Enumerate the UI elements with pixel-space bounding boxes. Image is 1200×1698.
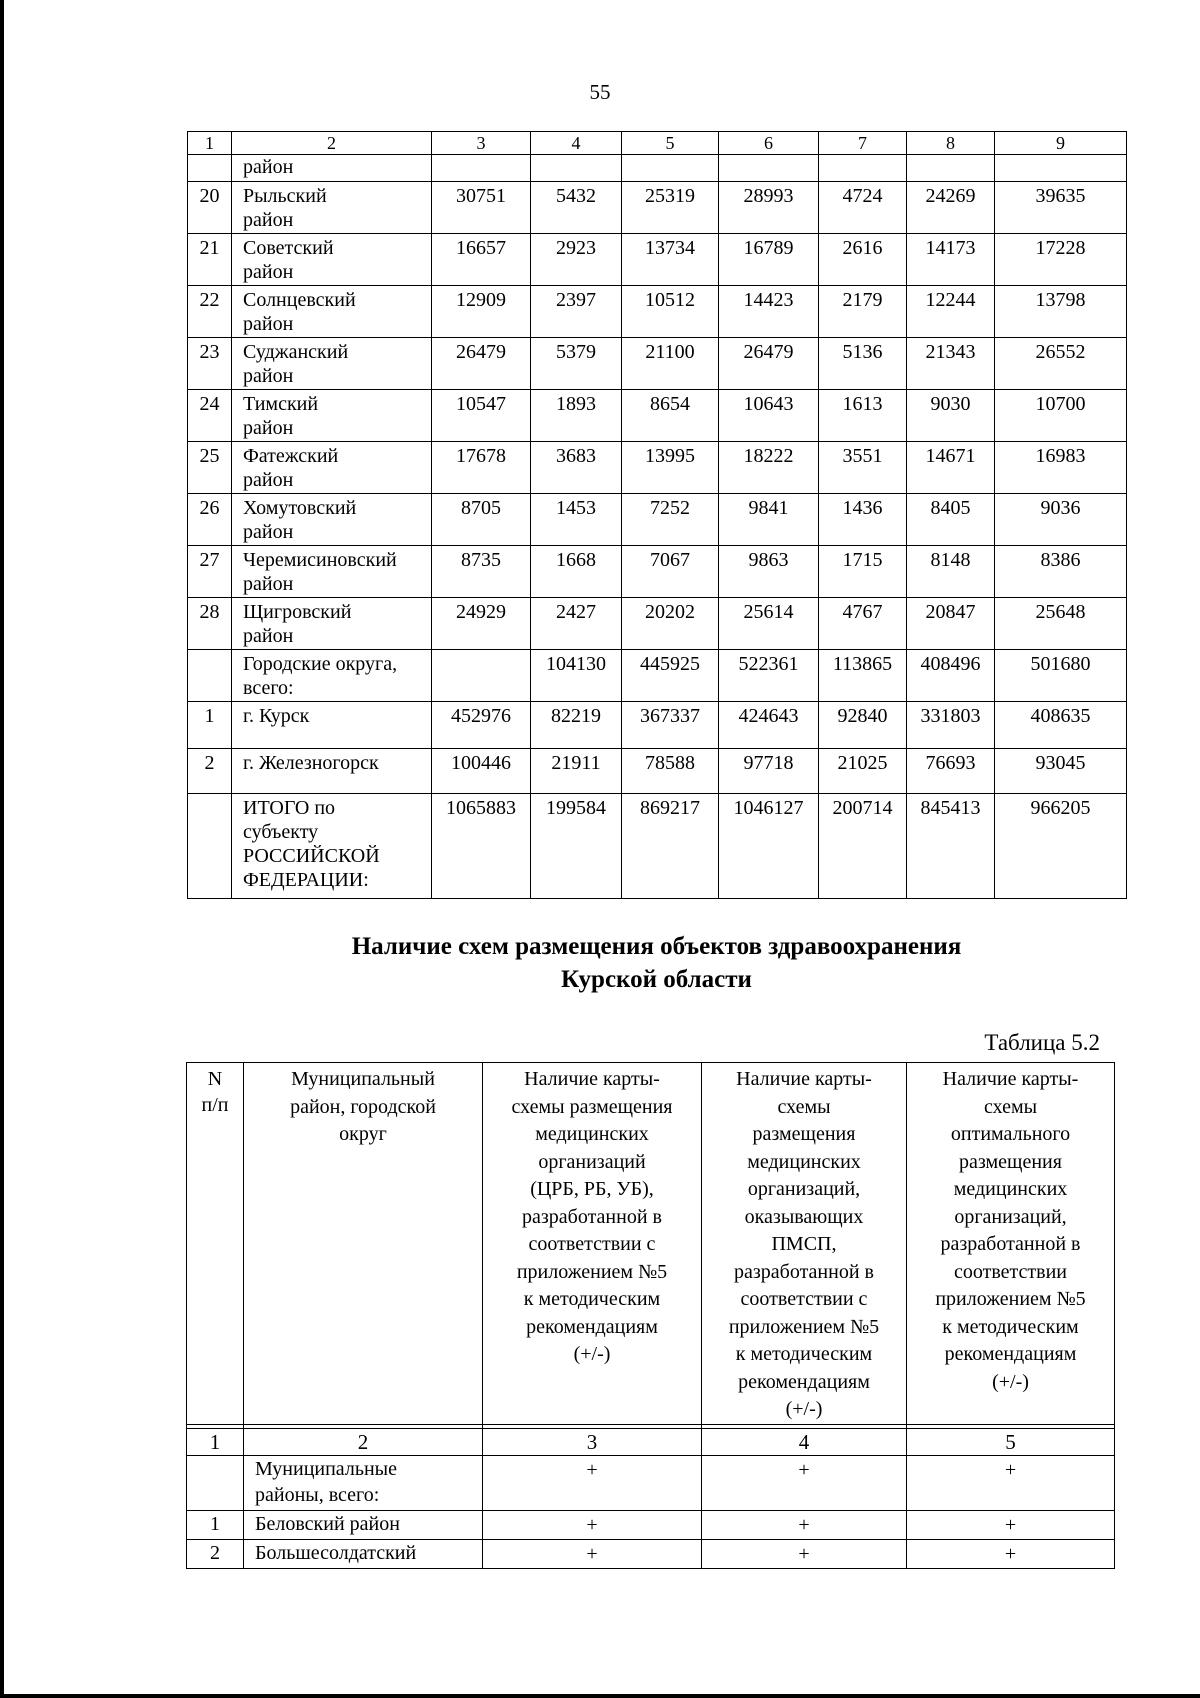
value-cell: 13734 bbox=[622, 234, 719, 286]
value-cell: 408496 bbox=[907, 650, 995, 702]
header-line: (ЦРБ, РБ, УБ), bbox=[530, 1178, 654, 1200]
page-bottom-edge bbox=[0, 1694, 1200, 1698]
row-index bbox=[188, 155, 232, 182]
value-cell: 445925 bbox=[622, 650, 719, 702]
value-cell: 522361 bbox=[719, 650, 819, 702]
header-line: разработанной в bbox=[734, 1260, 874, 1283]
header-cell bbox=[187, 1063, 244, 1425]
row-index: 20 bbox=[188, 182, 232, 234]
district-name-line: Суджанский bbox=[243, 341, 349, 363]
district-name-line: Муниципальные bbox=[255, 1458, 397, 1480]
mark-cell: + bbox=[702, 1540, 907, 1569]
value-cell bbox=[819, 155, 907, 182]
row-index: 27 bbox=[188, 546, 232, 598]
column-number: 5 bbox=[907, 1429, 1115, 1456]
table-row bbox=[188, 234, 1127, 286]
column-number: 2 bbox=[232, 132, 432, 155]
value-cell bbox=[995, 155, 1127, 182]
value-cell: 24269 bbox=[907, 182, 995, 234]
district-name-line: район bbox=[243, 365, 294, 387]
value-cell: 14173 bbox=[907, 234, 995, 286]
district-name-line: Солнцевский bbox=[243, 289, 356, 311]
value-cell: 1893 bbox=[531, 390, 622, 442]
header-line: ПМСП, bbox=[771, 1233, 837, 1255]
mark-cell: + bbox=[483, 1540, 702, 1569]
value-cell: 28993 bbox=[719, 182, 819, 234]
table-row bbox=[187, 1540, 1115, 1569]
row-index: 2 bbox=[188, 749, 232, 794]
value-cell: 1046127 bbox=[719, 794, 819, 899]
section-title-line: Курской области bbox=[561, 966, 752, 993]
value-cell: 9030 bbox=[907, 390, 995, 442]
mark-cell: + bbox=[907, 1511, 1115, 1540]
district-name-line: район bbox=[243, 417, 294, 439]
value-cell: 16983 bbox=[995, 442, 1127, 494]
column-number: 1 bbox=[187, 1429, 244, 1456]
value-cell: 8735 bbox=[432, 546, 531, 598]
header-line: рекомендациям bbox=[526, 1315, 658, 1338]
value-cell: 9841 bbox=[719, 494, 819, 546]
district-name-line: Черемисиновский bbox=[243, 549, 397, 571]
district-name bbox=[232, 794, 432, 899]
value-cell: 100446 bbox=[432, 749, 531, 794]
column-number: 2 bbox=[244, 1429, 483, 1456]
value-cell: 16657 bbox=[432, 234, 531, 286]
row-index: 22 bbox=[188, 286, 232, 338]
value-cell: 8705 bbox=[432, 494, 531, 546]
value-cell: 25648 bbox=[995, 598, 1127, 650]
table-row bbox=[187, 1511, 1115, 1540]
value-cell: 4767 bbox=[819, 598, 907, 650]
table-row bbox=[188, 650, 1127, 702]
value-cell bbox=[622, 155, 719, 182]
value-cell: 113865 bbox=[819, 650, 907, 702]
value-cell: 13995 bbox=[622, 442, 719, 494]
value-cell: 26552 bbox=[995, 338, 1127, 390]
district-name-line: Беловский район bbox=[255, 1513, 400, 1535]
header-line: к методическим bbox=[523, 1288, 661, 1310]
value-cell: 2427 bbox=[531, 598, 622, 650]
district-name-line: район bbox=[243, 313, 294, 335]
header-line: размещения bbox=[752, 1123, 856, 1145]
header-line: приложением №5 bbox=[516, 1260, 668, 1283]
district-name bbox=[232, 749, 432, 794]
value-cell: 21100 bbox=[622, 338, 719, 390]
row-index: 21 bbox=[188, 234, 232, 286]
table-row bbox=[188, 155, 1127, 182]
district-name-line: Тимский bbox=[243, 393, 319, 415]
row-index: 23 bbox=[188, 338, 232, 390]
district-name bbox=[232, 234, 432, 286]
value-cell: 14671 bbox=[907, 442, 995, 494]
header-line: схемы размещения bbox=[511, 1095, 673, 1118]
district-name bbox=[232, 494, 432, 546]
header-line: к методическим bbox=[735, 1343, 873, 1365]
value-cell: 8148 bbox=[907, 546, 995, 598]
table-row bbox=[188, 702, 1127, 749]
table-row bbox=[188, 390, 1127, 442]
header-cell bbox=[702, 1063, 907, 1425]
district-name bbox=[232, 650, 432, 702]
header-line: п/п bbox=[201, 1094, 229, 1116]
header-cell bbox=[244, 1063, 483, 1425]
value-cell: 10512 bbox=[622, 286, 719, 338]
value-cell: 2923 bbox=[531, 234, 622, 286]
header-line: Наличие карты- bbox=[736, 1068, 872, 1090]
table-row bbox=[188, 442, 1127, 494]
mark-cell: + bbox=[483, 1456, 702, 1511]
row-index: 28 bbox=[188, 598, 232, 650]
mark-cell: + bbox=[907, 1456, 1115, 1511]
header-line: Наличие карты- bbox=[524, 1068, 660, 1090]
value-cell: 199584 bbox=[531, 794, 622, 899]
value-cell: 25614 bbox=[719, 598, 819, 650]
value-cell bbox=[907, 155, 995, 182]
value-cell: 2179 bbox=[819, 286, 907, 338]
statistics-table bbox=[187, 131, 1127, 899]
value-cell: 97718 bbox=[719, 749, 819, 794]
district-name-line: район bbox=[243, 521, 294, 543]
header-cell bbox=[907, 1063, 1115, 1425]
value-cell: 8654 bbox=[622, 390, 719, 442]
column-number: 3 bbox=[432, 132, 531, 155]
mark-cell: + bbox=[702, 1511, 907, 1540]
value-cell: 966205 bbox=[995, 794, 1127, 899]
table-row bbox=[188, 749, 1127, 794]
value-cell: 1613 bbox=[819, 390, 907, 442]
value-cell: 8405 bbox=[907, 494, 995, 546]
value-cell: 76693 bbox=[907, 749, 995, 794]
value-cell: 10643 bbox=[719, 390, 819, 442]
row-index: 25 bbox=[188, 442, 232, 494]
table-caption: Таблица 5.2 bbox=[984, 1030, 1100, 1055]
district-name-line: Большесолдатский bbox=[255, 1542, 417, 1564]
value-cell: 331803 bbox=[907, 702, 995, 749]
district-name bbox=[232, 390, 432, 442]
district-name-line: Хомутовский bbox=[243, 497, 357, 519]
value-cell: 869217 bbox=[622, 794, 719, 899]
value-cell: 408635 bbox=[995, 702, 1127, 749]
page-left-edge bbox=[0, 0, 4, 1698]
row-index: 2 bbox=[187, 1540, 244, 1569]
header-line: соответствии с bbox=[528, 1233, 656, 1255]
header-line: район, городской bbox=[290, 1095, 436, 1118]
table-row bbox=[188, 338, 1127, 390]
header-line: медицинских bbox=[953, 1178, 1068, 1200]
district-name-line: район bbox=[243, 209, 294, 231]
table-row bbox=[188, 182, 1127, 234]
value-cell: 501680 bbox=[995, 650, 1127, 702]
district-name-line: Рыльский bbox=[243, 185, 327, 207]
value-cell: 1668 bbox=[531, 546, 622, 598]
district-name bbox=[244, 1540, 483, 1569]
district-name-line: районы, всего: bbox=[255, 1484, 380, 1506]
mark-cell: + bbox=[907, 1540, 1115, 1569]
value-cell: 24929 bbox=[432, 598, 531, 650]
value-cell: 2397 bbox=[531, 286, 622, 338]
header-line: схемы bbox=[777, 1095, 831, 1118]
header-line: организаций, bbox=[954, 1205, 1067, 1228]
district-name-line: Городские округа, bbox=[243, 653, 398, 675]
header-line: соответствии с bbox=[740, 1288, 868, 1310]
column-number: 7 bbox=[819, 132, 907, 155]
value-cell bbox=[531, 155, 622, 182]
district-name-line: Щигровский bbox=[243, 601, 352, 623]
value-cell: 10547 bbox=[432, 390, 531, 442]
mark-cell: + bbox=[483, 1511, 702, 1540]
value-cell: 4724 bbox=[819, 182, 907, 234]
column-number: 1 bbox=[188, 132, 232, 155]
header-line: оптимального bbox=[950, 1123, 1071, 1145]
value-cell: 93045 bbox=[995, 749, 1127, 794]
table-row bbox=[188, 494, 1127, 546]
header-line: оказывающих bbox=[744, 1205, 864, 1228]
header-line: (+/-) bbox=[992, 1370, 1029, 1393]
value-cell: 78588 bbox=[622, 749, 719, 794]
row-index: 24 bbox=[188, 390, 232, 442]
value-cell: 25319 bbox=[622, 182, 719, 234]
district-name-line: г. Курск bbox=[243, 705, 310, 727]
header-line: разработанной в bbox=[940, 1233, 1081, 1255]
value-cell: 16789 bbox=[719, 234, 819, 286]
page-number: 55 bbox=[589, 80, 611, 104]
district-name bbox=[232, 442, 432, 494]
value-cell: 12244 bbox=[907, 286, 995, 338]
district-name bbox=[232, 338, 432, 390]
value-cell: 21911 bbox=[531, 749, 622, 794]
header-line: рекомендациям bbox=[738, 1370, 870, 1393]
value-cell: 3551 bbox=[819, 442, 907, 494]
district-name-line: г. Железногорск bbox=[243, 752, 379, 774]
table-row bbox=[187, 1456, 1115, 1511]
value-cell: 5432 bbox=[531, 182, 622, 234]
header-line: Наличие карты- bbox=[942, 1068, 1079, 1090]
column-number: 9 bbox=[995, 132, 1127, 155]
table2-column-number-row bbox=[187, 1429, 1115, 1456]
district-name-line: ФЕДЕРАЦИИ: bbox=[243, 869, 369, 891]
header-line: (+/-) bbox=[573, 1343, 611, 1365]
value-cell: 26479 bbox=[432, 338, 531, 390]
district-name bbox=[232, 702, 432, 749]
value-cell: 2616 bbox=[819, 234, 907, 286]
district-name bbox=[232, 182, 432, 234]
value-cell: 1715 bbox=[819, 546, 907, 598]
value-cell: 20202 bbox=[622, 598, 719, 650]
table-row bbox=[188, 794, 1127, 899]
district-name bbox=[232, 546, 432, 598]
header-line: схемы bbox=[983, 1095, 1038, 1118]
row-index: 1 bbox=[187, 1511, 244, 1540]
value-cell: 424643 bbox=[719, 702, 819, 749]
header-line: Муниципальный bbox=[291, 1068, 435, 1090]
header-cell bbox=[483, 1063, 702, 1425]
value-cell: 14423 bbox=[719, 286, 819, 338]
header-line: рекомендациям bbox=[944, 1343, 1077, 1365]
value-cell: 17678 bbox=[432, 442, 531, 494]
header-line: организаций bbox=[538, 1150, 646, 1173]
header-line: размещения bbox=[959, 1150, 1062, 1173]
column-number: 3 bbox=[483, 1429, 702, 1456]
column-number: 4 bbox=[702, 1429, 907, 1456]
district-name-line: Фатежский bbox=[243, 445, 339, 467]
district-name bbox=[244, 1511, 483, 1540]
row-index: 26 bbox=[188, 494, 232, 546]
value-cell: 92840 bbox=[819, 702, 907, 749]
header-line: N bbox=[207, 1068, 223, 1090]
district-name-line: Советский bbox=[243, 237, 334, 259]
value-cell: 17228 bbox=[995, 234, 1127, 286]
district-name-line: район bbox=[243, 261, 294, 283]
value-cell: 7067 bbox=[622, 546, 719, 598]
table-row bbox=[188, 598, 1127, 650]
value-cell: 5136 bbox=[819, 338, 907, 390]
district-name-line: район bbox=[243, 573, 294, 595]
value-cell: 104130 bbox=[531, 650, 622, 702]
value-cell: 20847 bbox=[907, 598, 995, 650]
mark-cell: + bbox=[702, 1456, 907, 1511]
header-line: соответствии bbox=[953, 1260, 1067, 1283]
table1-column-number-row bbox=[188, 132, 1127, 155]
value-cell: 200714 bbox=[819, 794, 907, 899]
table2-header-row bbox=[187, 1063, 1115, 1425]
district-name-line: ИТОГО по bbox=[243, 797, 336, 819]
value-cell: 12909 bbox=[432, 286, 531, 338]
header-line: организаций, bbox=[747, 1178, 861, 1200]
column-number: 4 bbox=[531, 132, 622, 155]
district-name-line: РОССИЙСКОЙ bbox=[243, 845, 380, 867]
value-cell: 30751 bbox=[432, 182, 531, 234]
value-cell: 452976 bbox=[432, 702, 531, 749]
value-cell: 39635 bbox=[995, 182, 1127, 234]
value-cell: 1453 bbox=[531, 494, 622, 546]
value-cell: 7252 bbox=[622, 494, 719, 546]
table-row bbox=[188, 286, 1127, 338]
value-cell: 1065883 bbox=[432, 794, 531, 899]
value-cell bbox=[432, 650, 531, 702]
column-number: 6 bbox=[719, 132, 819, 155]
row-index bbox=[187, 1456, 244, 1511]
column-number: 8 bbox=[907, 132, 995, 155]
header-line: разработанной в bbox=[522, 1205, 662, 1228]
header-line: к методическим bbox=[942, 1315, 1079, 1338]
row-index bbox=[188, 794, 232, 899]
district-name bbox=[232, 286, 432, 338]
value-cell: 82219 bbox=[531, 702, 622, 749]
value-cell: 8386 bbox=[995, 546, 1127, 598]
value-cell: 9036 bbox=[995, 494, 1127, 546]
district-name: район bbox=[232, 155, 432, 182]
value-cell: 1436 bbox=[819, 494, 907, 546]
value-cell: 21025 bbox=[819, 749, 907, 794]
district-name bbox=[244, 1456, 483, 1511]
value-cell: 845413 bbox=[907, 794, 995, 899]
value-cell: 13798 bbox=[995, 286, 1127, 338]
value-cell: 26479 bbox=[719, 338, 819, 390]
district-name-line: район bbox=[243, 625, 294, 647]
value-cell: 367337 bbox=[622, 702, 719, 749]
row-index: 1 bbox=[188, 702, 232, 749]
value-cell: 5379 bbox=[531, 338, 622, 390]
value-cell: 9863 bbox=[719, 546, 819, 598]
header-line: (+/-) bbox=[785, 1398, 823, 1420]
value-cell: 18222 bbox=[719, 442, 819, 494]
value-cell bbox=[719, 155, 819, 182]
table-row bbox=[188, 546, 1127, 598]
value-cell: 3683 bbox=[531, 442, 622, 494]
header-line: медицинских bbox=[535, 1123, 649, 1145]
value-cell: 10700 bbox=[995, 390, 1127, 442]
header-line: приложением №5 bbox=[728, 1315, 880, 1338]
header-line: медицинских bbox=[747, 1150, 861, 1173]
schemes-table bbox=[186, 1062, 1115, 1569]
value-cell: 21343 bbox=[907, 338, 995, 390]
section-title bbox=[187, 930, 1126, 996]
column-number: 5 bbox=[622, 132, 719, 155]
district-name-line: всего: bbox=[243, 677, 294, 699]
district-name-line: район bbox=[243, 469, 294, 491]
value-cell bbox=[432, 155, 531, 182]
header-line: округ bbox=[339, 1123, 387, 1145]
row-index bbox=[188, 650, 232, 702]
header-line: приложением №5 bbox=[935, 1288, 1086, 1310]
district-name-line: субъекту bbox=[243, 821, 319, 843]
district-name bbox=[232, 598, 432, 650]
section-title-line: Наличие схем размещения объектов здравоохранения bbox=[351, 933, 962, 960]
